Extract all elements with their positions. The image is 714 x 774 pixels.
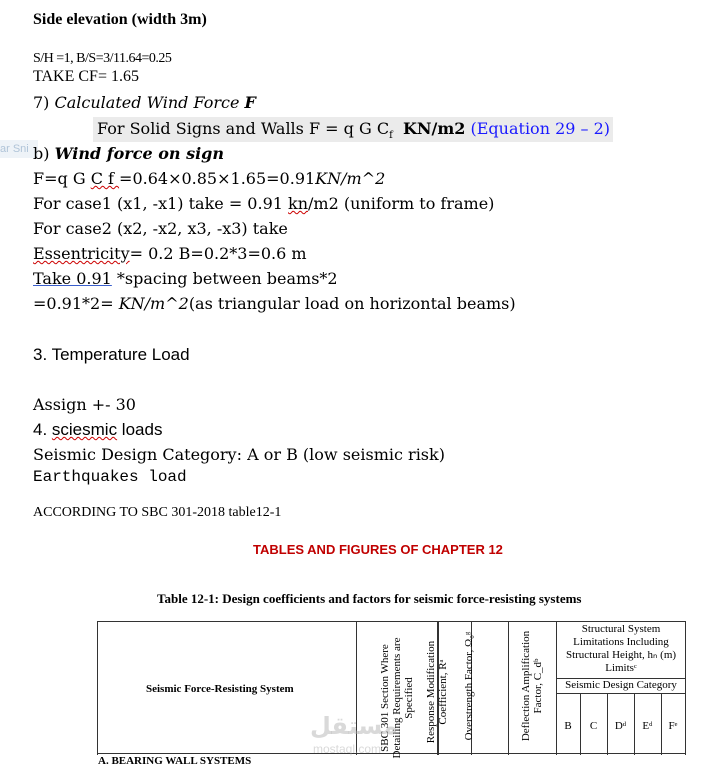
secb-title: Wind force on sign	[54, 144, 224, 163]
f-post: =0.64×0.85×1.65=0.91	[119, 169, 316, 188]
col-omega: Overstrength Factor, Ω₀ᵍ	[463, 631, 475, 741]
case1-line	[33, 194, 494, 213]
take-post: *spacing between beams*2	[111, 269, 338, 288]
take-line	[33, 269, 338, 288]
watermark-arabic: مستقل	[310, 712, 398, 740]
assign-line: Assign +- 30	[33, 395, 136, 414]
ecc-post: = 0.2 B=0.2*3=0.6 m	[129, 244, 307, 263]
sec4-ul: sciesmic	[51, 420, 118, 439]
col-cd: Deflection Amplification Factor, C_dᵇ	[520, 630, 544, 742]
ratio-line: S/H =1, B/S=3/11.64=0.25	[33, 51, 172, 66]
watermark-latin: mostaql.com	[313, 742, 382, 756]
take-ul: Take 0.91	[33, 269, 112, 288]
heading: Side elevation (width 3m)	[33, 11, 207, 28]
sec7-bold: F	[244, 93, 256, 112]
case1-post: /m2 (uniform to frame)	[308, 194, 495, 213]
sec4-post: loads	[117, 420, 163, 439]
sec7-num: 7)	[33, 93, 55, 112]
solid-unit: KN/m2	[402, 119, 466, 138]
solid-text: For Solid Signs and Walls F = q G C	[97, 119, 390, 138]
col-sdc: Seismic Design Category	[565, 679, 677, 691]
section-3-heading: 3. Temperature Load	[33, 345, 190, 364]
row-bearing-wall: A. BEARING WALL SYSTEMS	[98, 755, 252, 767]
chapter-title: TABLES AND FIGURES OF CHAPTER 12	[253, 542, 503, 557]
section-b-heading	[33, 144, 224, 163]
triangular-line	[33, 294, 516, 313]
earthquakes-line: Earthquakes load	[33, 468, 187, 486]
col-r: Response Modification Coefficient, Rᵃ	[425, 640, 449, 744]
sec7-title: Calculated Wind Force	[54, 93, 245, 112]
section-7-heading	[33, 93, 256, 112]
f-pre: F=q G	[33, 169, 91, 188]
cat-c: C	[589, 720, 598, 732]
tri-post: (as triangular load on horizontal beams)	[188, 294, 516, 313]
col-sbc: SBC 301 Section Where Detailing Requirements are Specified	[379, 637, 415, 759]
tri-pre: =0.91*2=	[33, 294, 119, 313]
sdc-line: Seismic Design Category: A or B (low seismic risk)	[33, 445, 445, 464]
secb-num: b)	[33, 144, 55, 163]
f-ul: C f	[90, 169, 120, 188]
cat-b: B	[564, 720, 572, 732]
cat-f: Fᵉ	[668, 720, 678, 732]
cat-e: Eᵈ	[642, 720, 653, 732]
eccentricity-line	[33, 244, 307, 263]
ghost-tooltip: ar Sni	[0, 140, 38, 158]
section-4-heading	[33, 420, 162, 440]
col-limits: Structural System Limitations Including Structural Height, hₙ (m) Limitsᶜ	[565, 623, 677, 674]
ecc-ul: Essentricity	[33, 244, 130, 263]
col-system: Seismic Force-Resisting System	[146, 683, 294, 695]
sec4-pre: 4.	[33, 420, 52, 439]
case1-ul: kn	[288, 194, 309, 213]
case2-line: For case2 (x2, -x2, x3, -x3) take	[33, 219, 288, 238]
solid-sub: f	[389, 130, 393, 142]
according-line: ACCORDING TO SBC 301-2018 table12-1	[33, 505, 282, 520]
take-cf-line: TAKE CF= 1.65	[33, 68, 139, 85]
force-equation	[33, 169, 385, 188]
case1-pre: For case1 (x1, -x1) take = 0.91	[33, 194, 289, 213]
cat-d: Dᵈ	[614, 720, 627, 732]
table-caption: Table 12-1: Design coefficients and factors for seismic force-resisting systems	[157, 591, 582, 606]
f-unit: KN/m^2	[315, 169, 386, 188]
solid-signs-formula	[97, 119, 610, 141]
tri-unit: KN/m^2	[118, 294, 189, 313]
equation-ref[interactable]: (Equation 29 – 2)	[470, 119, 611, 138]
